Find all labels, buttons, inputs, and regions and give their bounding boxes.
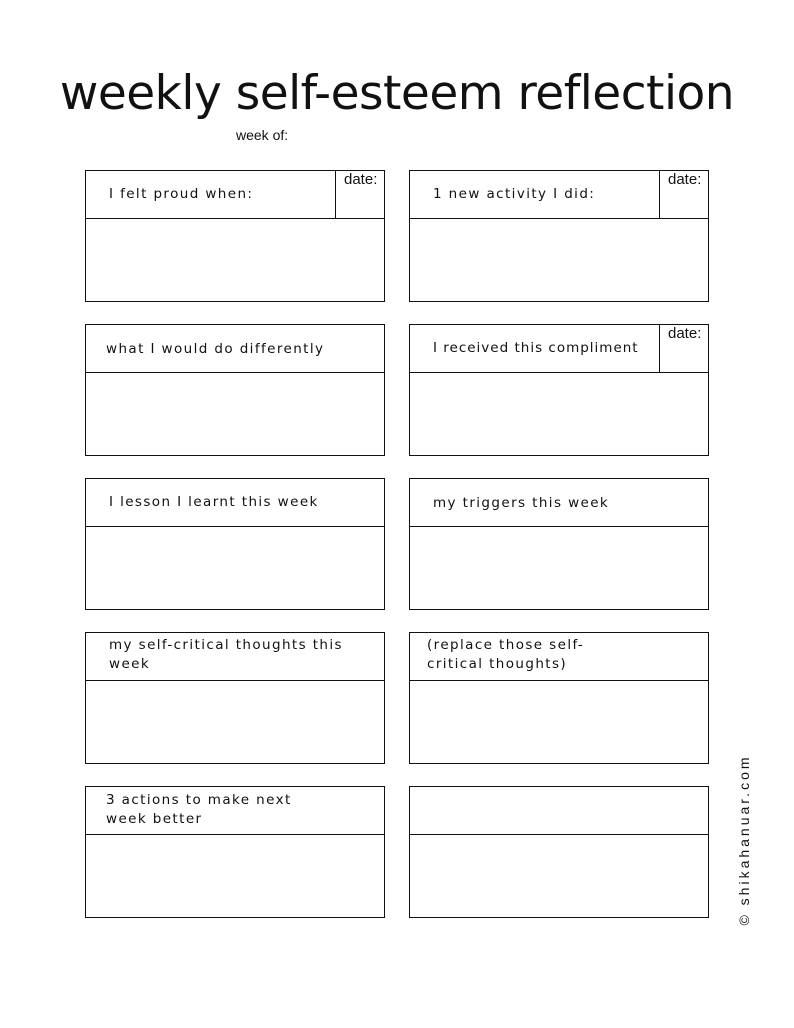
card-label: my triggers this week bbox=[433, 495, 610, 511]
card-header bbox=[86, 633, 384, 681]
card-label: (replace those self-critical thoughts) bbox=[427, 637, 585, 672]
page-title: weekly self-esteem reflection bbox=[59, 66, 735, 121]
writing-area[interactable] bbox=[410, 373, 708, 455]
card-blank bbox=[409, 786, 709, 918]
card-label: my self-critical thoughts this week bbox=[109, 637, 343, 672]
writing-area[interactable] bbox=[86, 681, 384, 763]
date-label: date: bbox=[668, 171, 702, 188]
card-label: I lesson I learnt this week bbox=[109, 494, 319, 510]
card-do-differently bbox=[85, 324, 385, 456]
card-new-activity bbox=[409, 170, 709, 302]
writing-area[interactable] bbox=[86, 373, 384, 455]
card-header bbox=[86, 479, 384, 527]
card-felt-proud bbox=[85, 170, 385, 302]
card-lesson-learnt bbox=[85, 478, 385, 610]
writing-area[interactable] bbox=[86, 219, 384, 301]
date-field[interactable] bbox=[659, 325, 708, 373]
week-of-label: week of: bbox=[236, 127, 289, 143]
date-label: date: bbox=[344, 171, 378, 188]
writing-area[interactable] bbox=[410, 219, 708, 301]
date-label: date: bbox=[668, 325, 702, 342]
card-header bbox=[410, 633, 708, 681]
card-replace-thoughts bbox=[409, 632, 709, 764]
date-field[interactable] bbox=[659, 171, 708, 219]
writing-area[interactable] bbox=[410, 835, 708, 917]
card-header bbox=[86, 325, 384, 373]
card-label: 3 actions to make next week better bbox=[106, 792, 292, 827]
writing-area[interactable] bbox=[86, 835, 384, 917]
card-three-actions bbox=[85, 786, 385, 918]
card-self-critical bbox=[85, 632, 385, 764]
writing-area[interactable] bbox=[86, 527, 384, 609]
card-label: I received this compliment bbox=[433, 340, 639, 356]
card-header[interactable] bbox=[410, 787, 708, 835]
writing-area[interactable] bbox=[410, 527, 708, 609]
card-header bbox=[410, 479, 708, 527]
card-label: what I would do differently bbox=[106, 341, 325, 357]
date-field[interactable] bbox=[335, 171, 384, 219]
card-label: 1 new activity I did: bbox=[433, 186, 596, 202]
card-received-compliment bbox=[409, 324, 709, 456]
card-triggers bbox=[409, 478, 709, 610]
writing-area[interactable] bbox=[410, 681, 708, 763]
card-label: I felt proud when: bbox=[109, 186, 254, 202]
card-header bbox=[86, 787, 384, 835]
copyright-text: © shikahanuar.com bbox=[736, 754, 752, 926]
